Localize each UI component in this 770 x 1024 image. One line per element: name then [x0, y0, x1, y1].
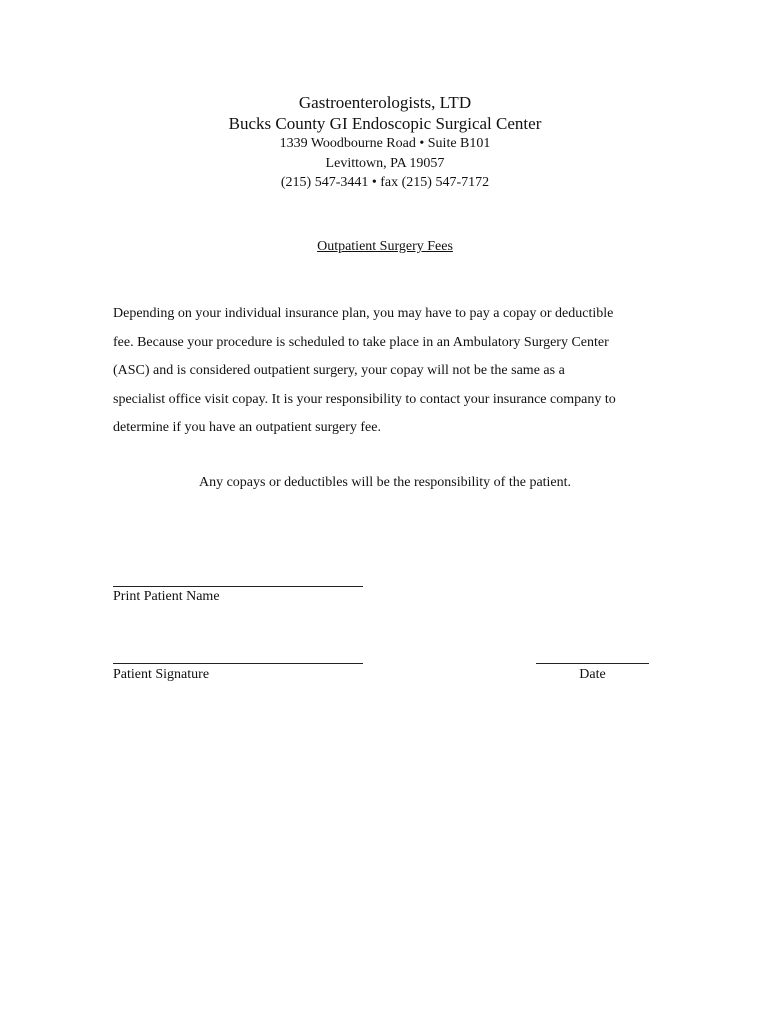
- letterhead: [0, 92, 770, 193]
- signature-line[interactable]: [113, 663, 363, 664]
- responsibility-notice: Any copays or deductibles will be the responsibility of the patient.: [198, 475, 572, 490]
- phone-fax-line: (215) 547-3441 • fax (215) 547-7172: [280, 175, 490, 190]
- print-name-line[interactable]: [113, 586, 363, 587]
- body-line: determine if you have an outpatient surgery fee.: [113, 420, 381, 435]
- body-line: Depending on your individual insurance plan, you may have to pay a copay or deductible: [113, 306, 614, 321]
- body-line: fee. Because your procedure is scheduled to take place in an Ambulatory Surgery Center: [113, 334, 609, 350]
- body-line: (ASC) and is considered outpatient surgery, your copay will not be the same as a: [113, 363, 565, 378]
- document-title: Outpatient Surgery Fees: [317, 239, 453, 254]
- date-label: Date: [579, 667, 606, 682]
- body-paragraph: [113, 300, 663, 443]
- body-line: specialist office visit copay. It is your responsibility to contact your insurance company to: [113, 391, 616, 407]
- address-line-city: Levittown, PA 19057: [325, 155, 445, 171]
- center-name: Bucks County GI Endoscopic Surgical Center: [228, 114, 542, 133]
- address-line-street: 1339 Woodbourne Road • Suite B101: [279, 136, 491, 151]
- print-name-label: Print Patient Name: [113, 589, 220, 604]
- organization-name: Gastroenterologists, LTD: [298, 93, 472, 112]
- date-line[interactable]: [536, 663, 649, 664]
- signature-label: Patient Signature: [113, 667, 210, 682]
